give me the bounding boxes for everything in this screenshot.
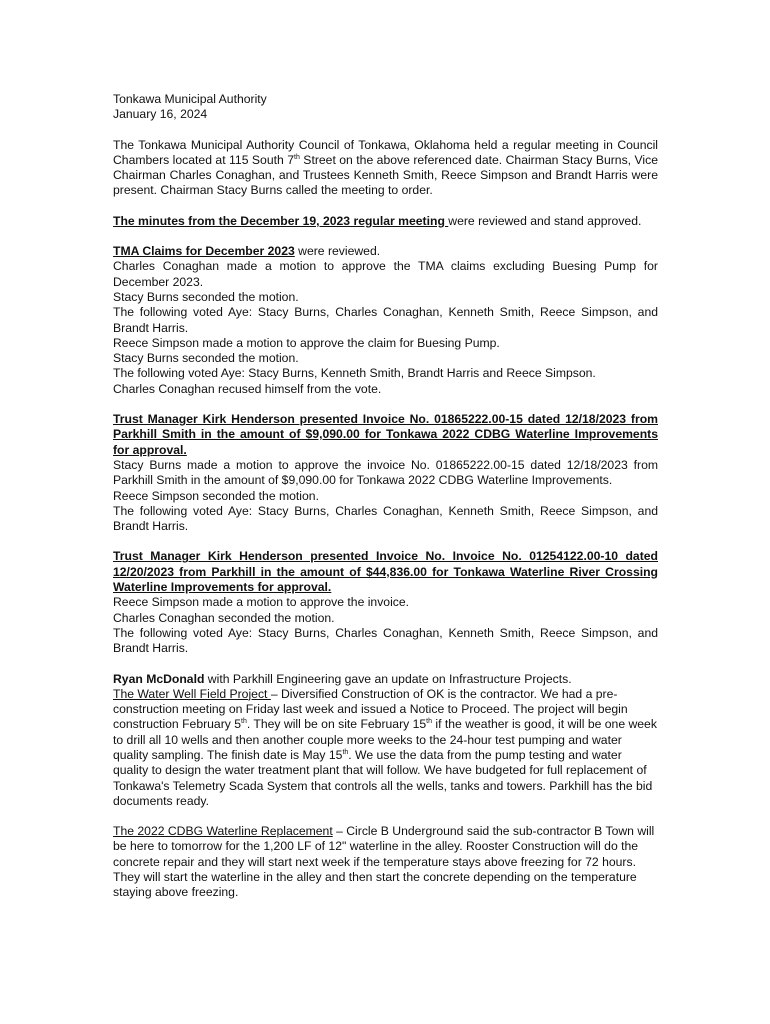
invoice-1-line: Reece Simpson seconded the motion. xyxy=(113,488,319,503)
invoice-1-section xyxy=(113,412,658,534)
invoice-2-line: The following voted Aye: Stacy Burns, Charles Conaghan, Kenneth Smith, Reece Simpson, and Brandt Harris. xyxy=(113,625,658,656)
tma-line: The following voted Aye: Stacy Burns, Charles Conaghan, Kenneth Smith, Reece Simpson, and Brandt Harris. xyxy=(113,305,658,335)
tma-claims-section: TMA Claims for December 2023 were reviewed. Charles Conaghan made a motion to approve the TMA claims excluding Buesing Pump for December 2023. Stacy Burns seconded the motion. The following voted Aye: Stacy Burns, Charles Conaghan, Kenneth Smith, Reece Simpson, and Brandt Harris. Reece Simpson made a motion to approve the claim for Buesing Pump. Stacy Burns seconded the motion. The following voted Aye: Stacy Burns, Kenneth Smith, Brandt Harris and Reece Simpson. Charles Conaghan recused himself from the vote. xyxy=(113,244,658,396)
tma-line: The following voted Aye: Stacy Burns, Kenneth Smith, Brandt Harris and Reece Simpson. xyxy=(113,366,596,381)
tma-line: Charles Conaghan made a motion to approve the TMA claims excluding Buesing Pump for December 2023. xyxy=(113,259,658,289)
document-page xyxy=(113,92,658,901)
invoice-1-heading: Trust Manager Kirk Henderson presented Invoice No. 01865222.00-15 dated 12/18/2023 from Parkhill Smith in the amount of $9,090.00 for Tonkawa 2022 CDBG Waterline Improvements for approval. xyxy=(113,412,658,457)
water-well-paragraph: The Water Well Field Project – Diversified Construction of OK is the contractor. We had a pre-construction meeting on Friday last week and issued a Notice to Proceed. The project will begin construction February 5th. They will be on site February 15th if the weather is good, it will be one week to drill all 10 wells and then another couple more weeks to the 24-hour test pumping and water quality sampling. The finish date is May 15th. We use the data from the pump testing and water quality to design the water treatment plant that will follow. We have budgeted for full replacement of Tonkawa's Telemetry Scada System that controls all the wells, tanks and towers. Parkhill has the bid documents ready. xyxy=(113,686,657,808)
minutes-paragraph: The minutes from the December 19, 2023 regular meeting were reviewed and stand approved. xyxy=(113,213,642,228)
tma-line: Reece Simpson made a motion to approve the claim for Buesing Pump. xyxy=(113,335,500,350)
infrastructure-update-section: Ryan McDonald with Parkhill Engineering gave an update on Infrastructure Projects. The Water Well Field Project – Diversified Construction of OK is the contractor. We had a pre-construction meeting on Friday last week and issued a Notice to Proceed. The project will begin construction February 5th. They will be on site February 15th if the weather is good, it will be one week to drill all 10 wells and then another couple more weeks to the 24-hour test pumping and water quality sampling. The finish date is May 15th. We use the data from the pump testing and water quality to design the water treatment plant that will follow. We have budgeted for full replacement of Tonkawa's Telemetry Scada System that controls all the wells, tanks and towers. Parkhill has the bid documents ready. xyxy=(113,671,657,808)
intro-paragraph: The Tonkawa Municipal Authority Council of Tonkawa, Oklahoma held a regular meeting in Council Chambers located at 115 South 7th Street on the above referenced date. Chairman Stacy Burns, Vice Chairman Charles Conaghan, and Trustees Kenneth Smith, Reece Simpson and Brandt Harris were present. Chairman Stacy Burns called the meeting to order. xyxy=(113,137,659,198)
tma-line: Charles Conaghan recused himself from the vote. xyxy=(113,381,382,396)
tma-heading: TMA Claims for December 2023 xyxy=(113,244,295,259)
cdbg-title: The 2022 CDBG Waterline Replacement xyxy=(113,824,333,839)
invoice-1-line: Stacy Burns made a motion to approve the invoice No. 01865222.00-15 dated 12/18/2023 from Parkhill Smith in the amount of $9,090.00 for Tonkawa 2022 CDBG Waterline Improvements. xyxy=(113,457,658,488)
invoice-1-line: The following voted Aye: Stacy Burns, Charles Conaghan, Kenneth Smith, Reece Simpson, and Brandt Harris. xyxy=(113,503,658,534)
cdbg-paragraph: The 2022 CDBG Waterline Replacement – Circle B Underground said the sub-contractor B Town will be here to tomorrow for the 1,200 LF of 12" waterline in the alley. Rooster Construction will do the concrete repair and they will start next week if the temperature stays above freezing for 72 hours. They will start the waterline in the alley and then start the concrete depending on the temperature staying above freezing. xyxy=(113,824,655,900)
org-name: Tonkawa Municipal Authority xyxy=(113,92,267,106)
tma-line: Stacy Burns seconded the motion. xyxy=(113,351,299,366)
document-header xyxy=(113,92,658,123)
invoice-2-heading: Trust Manager Kirk Henderson presented Invoice No. Invoice No. 01254122.00-10 dated 12/20/2023 from Parkhill in the amount of $44,836.00 for Tonkawa Waterline River Crossing Waterline Improvements for approval. xyxy=(113,549,658,595)
tma-line: Stacy Burns seconded the motion. xyxy=(113,289,299,304)
invoice-2-line: Reece Simpson made a motion to approve the invoice. xyxy=(113,595,410,610)
minutes-heading: The minutes from the December 19, 2023 regular meeting xyxy=(113,213,449,228)
water-well-title: The Water Well Field Project xyxy=(113,686,271,701)
invoice-2-line: Charles Conaghan seconded the motion. xyxy=(113,610,335,625)
invoice-2-section xyxy=(113,549,658,656)
meeting-date: January 16, 2024 xyxy=(113,107,208,122)
presenter-name: Ryan McDonald xyxy=(113,671,205,686)
